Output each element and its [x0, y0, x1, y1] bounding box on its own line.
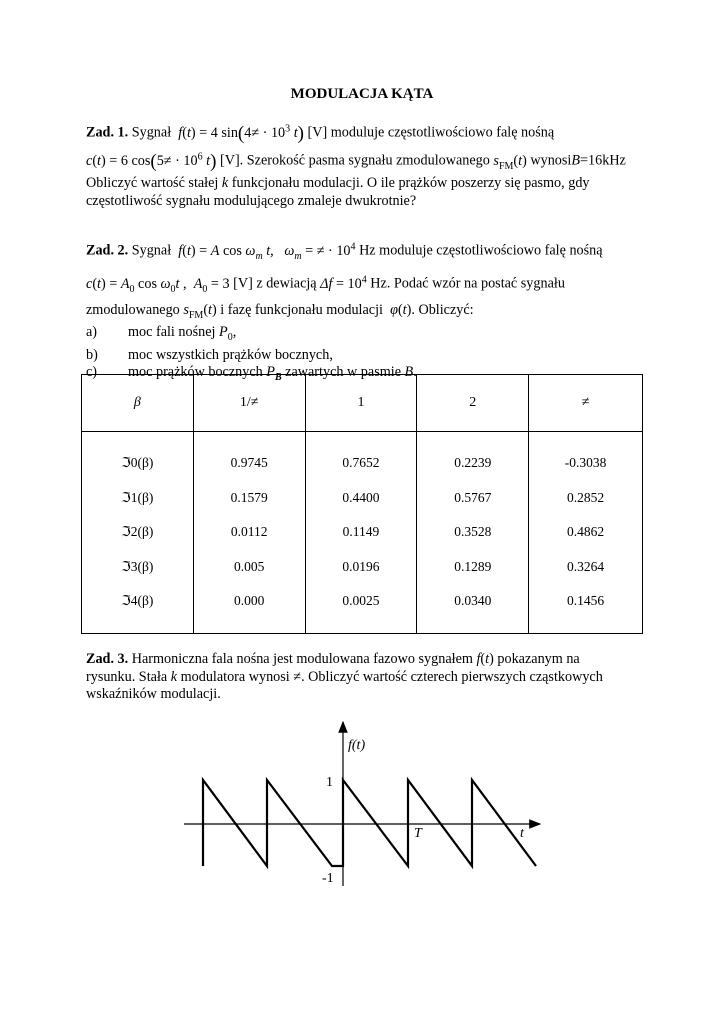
table-cell: 0.3264: [567, 558, 605, 574]
task-2-line-2: $c(t) = A_0$ $\cos \omega_0t$ , $A_0 = 3$ [V] z dewiacją $\Delta f = 10^4$ Hz. Podać wzór na postać sygnału: [86, 274, 565, 295]
task-1-line-3: Obliczyć wartość stałej k funkcjonału modulacji. O ile prążków poszerzy się pasmo, gdy: [86, 175, 590, 192]
table-header: 1/≠: [193, 375, 305, 432]
period-label: T: [414, 826, 422, 841]
table-cell: 0.9745: [230, 455, 268, 470]
task-2: [86, 238, 646, 387]
y-min-label: -1: [322, 871, 334, 886]
table-cell: 0.4862: [567, 524, 605, 539]
y-axis-label: f(t): [348, 738, 366, 753]
table-cell: 0.5767: [454, 489, 492, 505]
task-1: [86, 120, 646, 210]
table-header-row: [82, 375, 643, 432]
table-body: [82, 432, 643, 634]
y-max-label: 1: [326, 775, 333, 790]
task-1-label: Zad. 1.: [86, 124, 129, 141]
formula-deviation: $\Delta f = 10^4$: [320, 274, 367, 292]
row-label: ℑ4(β): [121, 593, 154, 608]
table-cell: 0.1289: [454, 558, 492, 574]
formula-f-t: f(t) = 4 $\sin(4\ne \cdot 10^3$ t): [178, 122, 304, 144]
task-2-label: Zad. 2.: [86, 242, 129, 259]
task-3-line-2: rysunku. Stała k modulatora wynosi ≠. Obliczyć wartość czterech pierwszych cząstkowych: [86, 668, 603, 685]
table-cell: 0.7652: [342, 455, 380, 470]
table-row-labels: [82, 432, 194, 634]
table-cell: 0.0340: [454, 593, 492, 608]
formula-c-t: c(t) = 6 $\cos(5\ne \cdot 10^6$ t): [86, 150, 217, 172]
table-cell: 0.0196: [342, 558, 380, 574]
table-column: [529, 432, 643, 634]
task-1-line-2: c(t) = 6 $\cos(5\ne \cdot 10^6$ t) [V]. Szerokość pasma sygnału zmodulowanego $s_{FM}(t)$ wynosiB=16kHz: [86, 150, 626, 172]
table-cell: -0.3038: [564, 455, 607, 470]
task-1-line-1: Zad. 1. Sygnał f(t) = 4 $\sin(4\ne \cdot 10^3$ t) [V] moduluje częstotliwościowo falę nośną: [86, 122, 555, 144]
task-2-line-1: Zad. 2. Sygnał f(t) = A $\cos \omega_m$ t, $\omega_m$ = ≠ · $10^4$ Hz moduluje częstotliwościowo falę nośną: [86, 241, 603, 262]
table-cell: 0.005: [233, 558, 265, 574]
table-cell: 0.000: [233, 593, 265, 608]
task-3-line-1: Zad. 3. Harmoniczna fala nośna jest modulowana fazowo sygnałem f(t) pokazanym na: [86, 651, 580, 667]
x-axis-label: t: [520, 826, 524, 841]
table-cell: 0.0112: [230, 524, 268, 539]
row-label: ℑ1(β): [121, 489, 154, 505]
table-cell: 0.0025: [342, 593, 380, 608]
symbol-sfm: $s_{FM}(t)$: [493, 152, 527, 172]
row-label: ℑ2(β): [121, 524, 154, 539]
task-2-item-b: b) moc wszystkich prążków bocznych,: [86, 346, 333, 363]
table-header: 2: [417, 375, 529, 432]
table-cell: 0.1579: [230, 489, 268, 505]
table-cell: 0.1149: [342, 524, 380, 539]
formula-c-t-2: $c(t) = A_0$ $\cos \omega_0t$ , $A_0 = 3$: [86, 275, 230, 295]
sawtooth-waveform: [203, 780, 536, 866]
bessel-table: [81, 374, 643, 634]
table-header: β: [82, 375, 194, 432]
table-header: ≠: [529, 375, 643, 432]
table-cell: 0.3528: [454, 524, 492, 539]
task-3-line-3: wskaźników modulacji.: [86, 686, 221, 702]
table-cell: 0.1456: [567, 593, 605, 608]
formula-f-t-2: f(t) = A $\cos \omega_m$ t, $\omega_m$ = ≠ · $10^4$: [178, 241, 356, 262]
table-column: [417, 432, 529, 634]
table-header: 1: [305, 375, 417, 432]
table-cell: 0.2852: [567, 489, 605, 505]
task-2-item-c: c) moc prążków bocznych $P_B$ zawartych w pasmie B.: [86, 364, 417, 384]
table-cell: 0.4400: [342, 489, 380, 505]
page-title: MODULACJA KĄTA: [290, 86, 434, 102]
table-column: [193, 432, 305, 634]
row-label: ℑ0(β): [121, 455, 154, 470]
task-3-label: Zad. 3.: [86, 651, 129, 667]
task-1-line-4: częstotliwość sygnału modulującego zmaleje dwukrotnie?: [86, 192, 417, 209]
row-label: ℑ3(β): [121, 558, 154, 574]
sawtooth-figure: [180, 716, 550, 896]
task-2-item-a: a) moc fali nośnej $P_0$,: [86, 324, 237, 344]
table-column: [305, 432, 417, 634]
task-3: [86, 651, 646, 704]
task-2-line-3: zmodulowanego $s_{FM}(t)$ i fazę funkcjonału modulacji φ(t). Obliczyć:: [86, 302, 474, 321]
table-cell: 0.2239: [454, 455, 492, 470]
